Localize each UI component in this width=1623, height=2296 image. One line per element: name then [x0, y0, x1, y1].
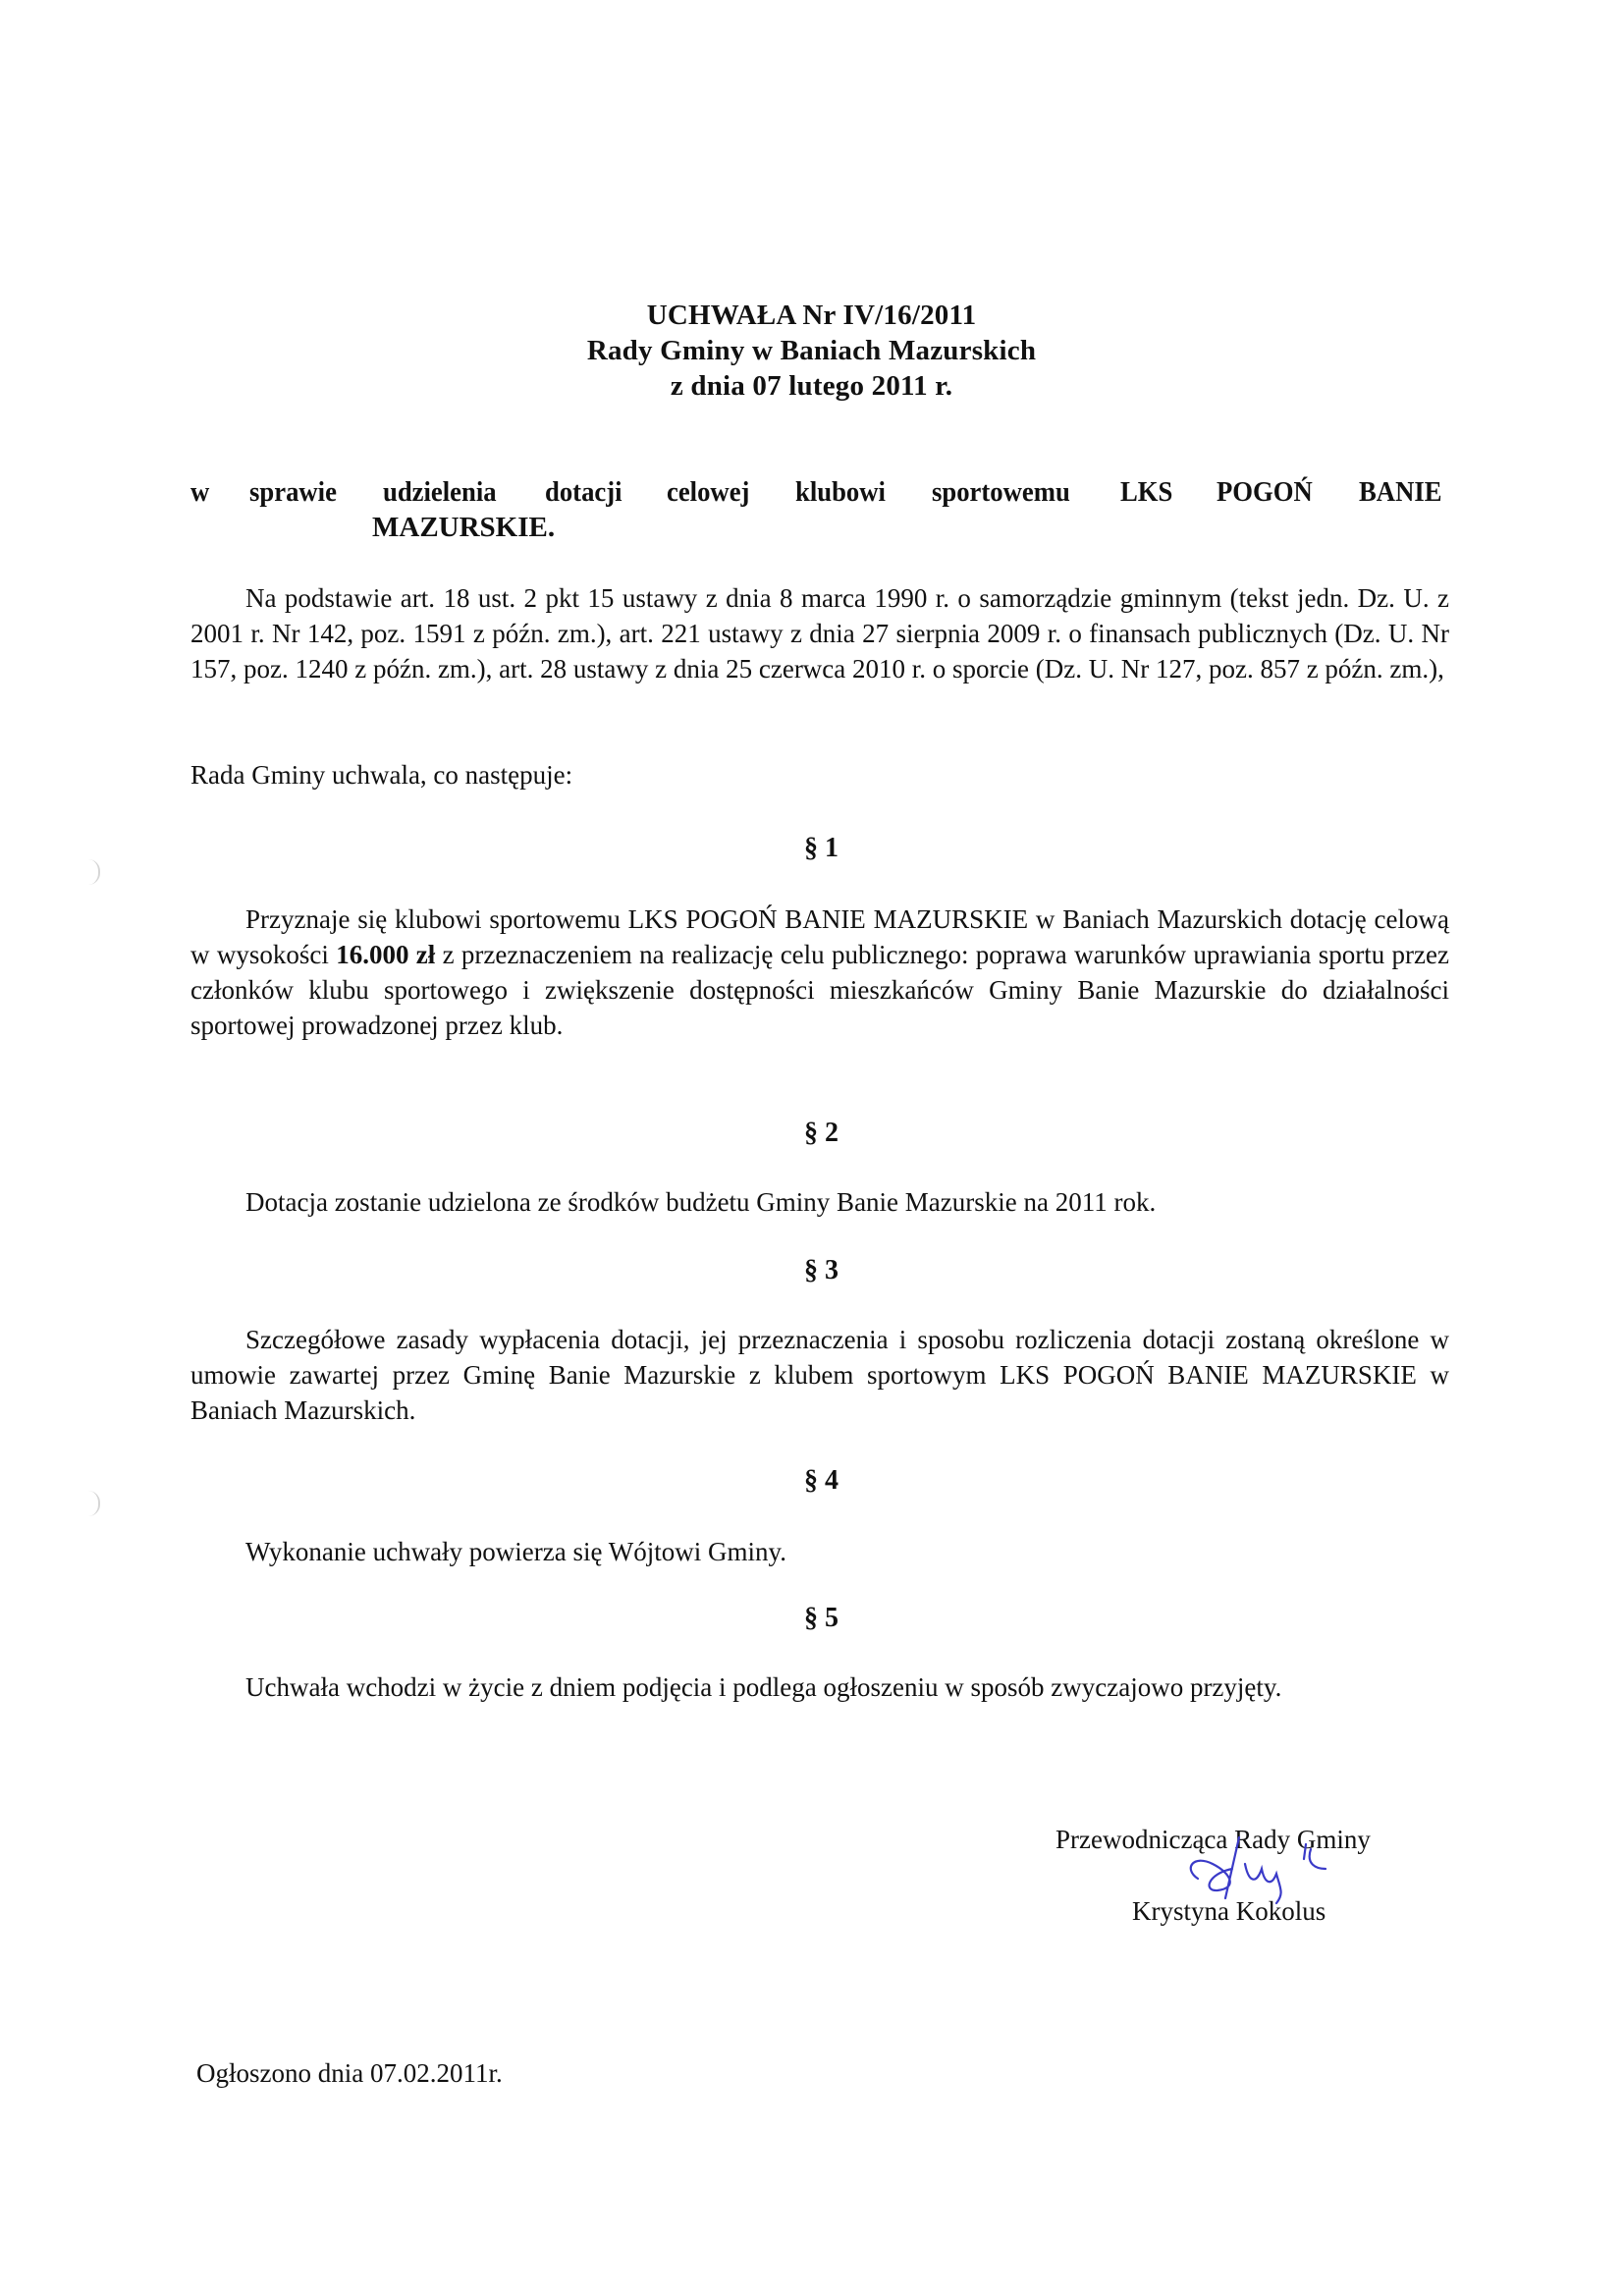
signatory-name: Krystyna Kokolus [1132, 1896, 1326, 1926]
section-1-heading: § 1 [804, 833, 839, 863]
subject-word: sprawie [249, 476, 338, 508]
subject-word: sportowemu [932, 476, 1071, 508]
section-4-heading: § 4 [804, 1465, 839, 1496]
section-3-heading: § 3 [804, 1255, 839, 1285]
resolution-subject [190, 474, 1449, 545]
subject-word: LKS [1120, 476, 1173, 508]
section-1-text-start: Przyznaje się klubowi sportowemu LKS POGOŃ BANIE MAZURSKIE w Baniach Mazurskich dotację celową w wysokości [190, 904, 1449, 969]
subject-line-1 [190, 474, 1449, 510]
grant-amount: 16.000 zł [336, 940, 436, 969]
section-5-heading: § 5 [804, 1603, 839, 1633]
announcement-date: Ogłoszono dnia 07.02.2011r. [196, 2058, 503, 2088]
section-5-text: Uchwała wchodzi w życie z dniem podjęcia i podlega ogłoszeniu w sposób zwyczajowo przyjęty. [245, 1672, 1282, 1702]
legal-basis-paragraph: Na podstawie art. 18 ust. 2 pkt 15 ustawy z dnia 8 marca 1990 r. o samorządzie gminnym (tekst jedn. Dz. U. z 2001 r. Nr 142, poz. 1591 z późn. zm.), art. 221 ustawy z dnia 27 sierpnia 2009 r. o finansach publicznych (Dz. U. Nr 157, poz. 1240 z późn. zm.), art. 28 ustawy z dnia 25 czerwca 2010 r. o sporcie (Dz. U. Nr 127, poz. 857 z późn. zm.), [190, 583, 1449, 683]
subject-word: w [190, 476, 210, 508]
section-1-text-end: z przeznaczeniem na realizację celu publicznego: poprawa warunków uprawiania sportu przez członków klubu sportowego i zwiększenie dostępności mieszkańców Gminy Banie Mazurskie do działalności sportowej prowadzonej przez klub. [190, 940, 1449, 1040]
council-name: Rady Gminy w Baniach Mazurskich [586, 335, 1037, 366]
subject-word: celowej [667, 476, 750, 508]
section-1-text [190, 902, 1449, 1043]
resolution-date: z dnia 07 lutego 2011 r. [670, 370, 953, 402]
resolution-number: UCHWAŁA Nr IV/16/2011 [646, 300, 977, 331]
subject-line-2: MAZURSKIE. [372, 512, 556, 543]
subject-word: klubowi [795, 476, 887, 508]
section-3-text: Szczegółowe zasady wypłacenia dotacji, jej przeznaczenia i sposobu rozliczenia dotacji zostaną określone w umowie zawartej przez Gminę Banie Mazurskie z klubem sportowym LKS POGOŃ BANIE MAZURSKIE w Baniach Mazurskich. [190, 1325, 1449, 1425]
section-2-text: Dotacja zostanie udzielona ze środków budżetu Gminy Banie Mazurskie na 2011 rok. [245, 1187, 1157, 1217]
section-2-heading: § 2 [804, 1118, 839, 1148]
signatory-title: Przewodnicząca Rady Gminy [1055, 1825, 1371, 1854]
subject-word: POGOŃ [1216, 476, 1313, 508]
resolves-statement: Rada Gminy uchwala, co następuje: [190, 760, 573, 790]
section-4-text: Wykonanie uchwały powierza się Wójtowi Gminy. [245, 1537, 786, 1566]
resolution-header [0, 298, 1623, 404]
subject-word: BANIE [1359, 476, 1442, 508]
subject-word: udzielenia [382, 476, 497, 508]
subject-word: dotacji [544, 476, 622, 508]
